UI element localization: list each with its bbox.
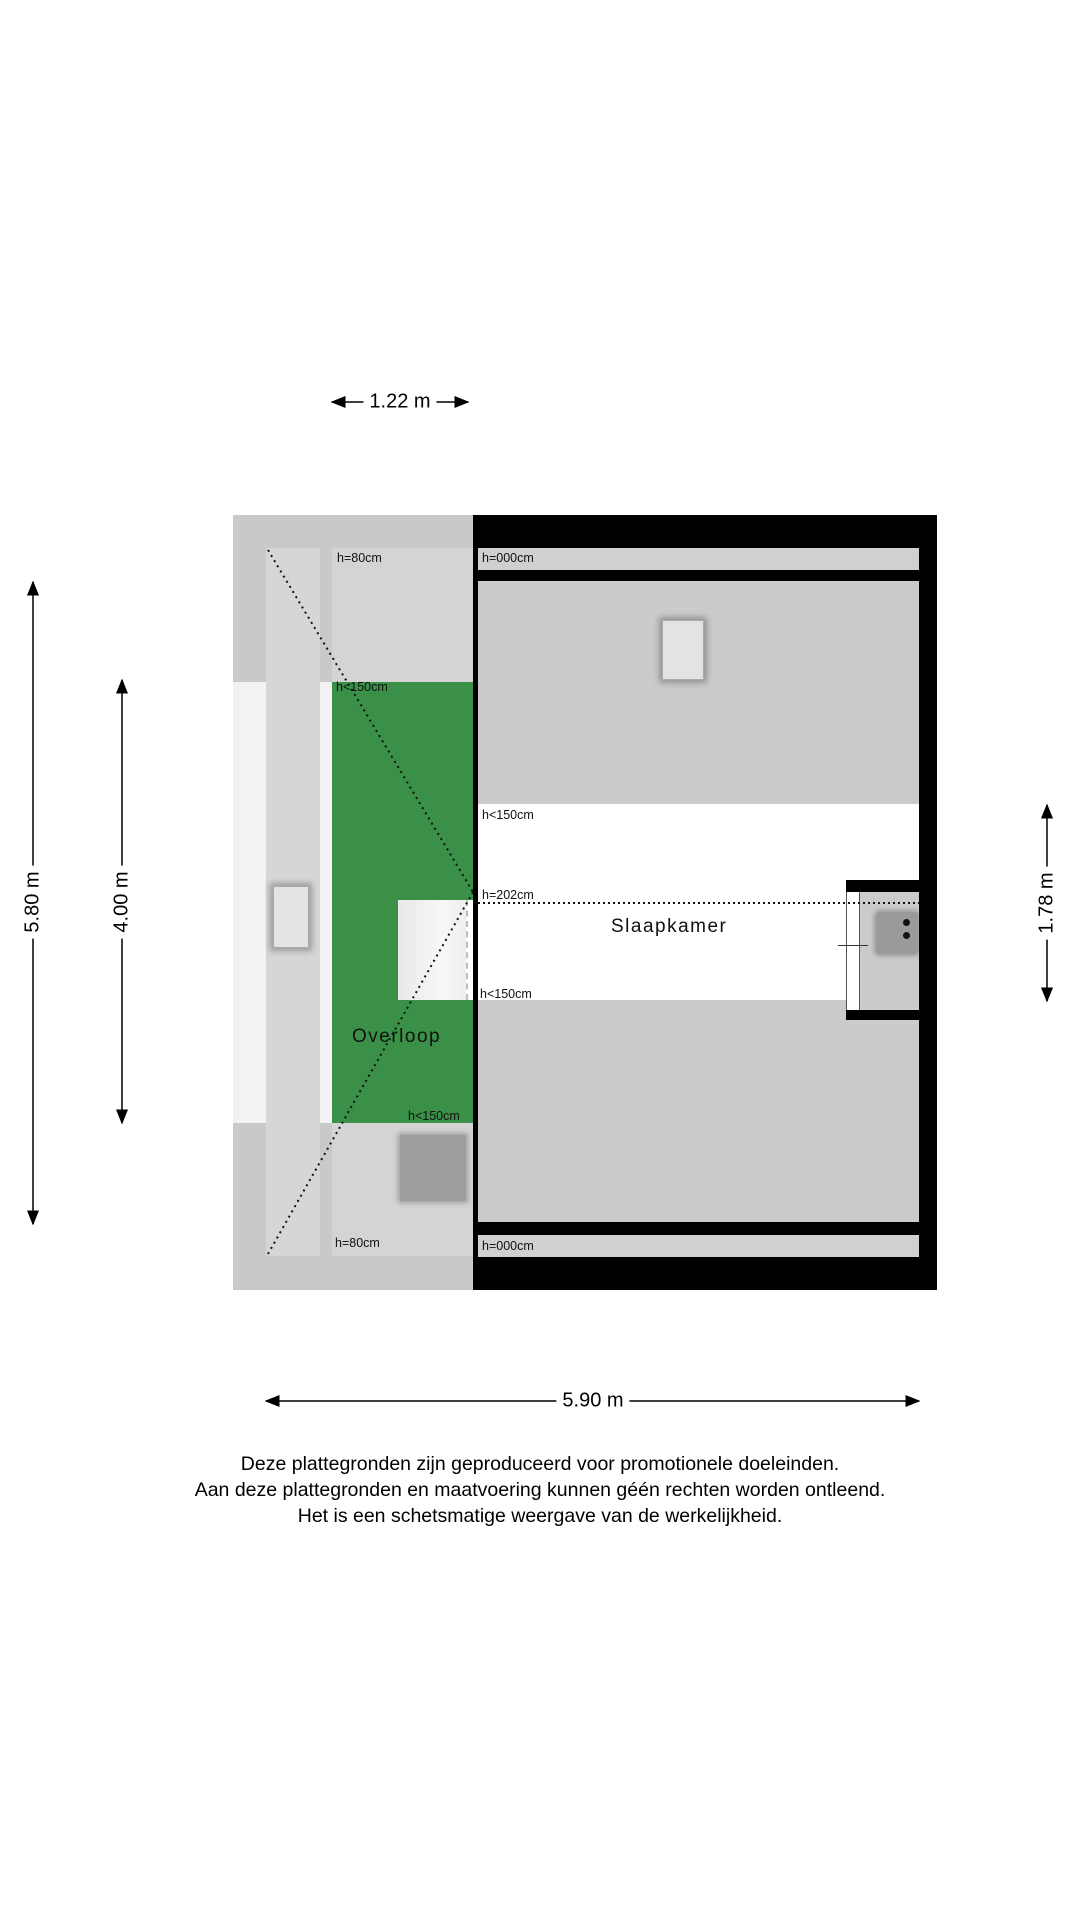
height-note-bedroom-center: h=202cm	[482, 888, 534, 902]
height-note-bottom-right: h=000cm	[482, 1239, 534, 1253]
dim-right-height-label: 1.78 m	[1036, 866, 1059, 939]
height-note-top-left: h=80cm	[337, 551, 382, 565]
room-name-overloop: Overloop	[352, 1026, 442, 1047]
disclaimer-line-3: Het is een schetsmatige weergave van de werkelijkheid.	[297, 1505, 783, 1527]
disclaimer	[0, 1451, 1080, 1529]
height-note-overloop-top: h<150cm	[336, 680, 388, 694]
height-note-top-right: h=000cm	[482, 551, 534, 565]
dim-inner-height-label: 4.00 m	[111, 865, 134, 938]
dim-total-width-label: 5.90 m	[556, 1390, 629, 1413]
height-note-overloop-bottom: h<150cm	[408, 1109, 460, 1123]
disclaimer-line-2: Aan deze plattegronden en maatvoering kunnen géén rechten worden ontleend.	[194, 1479, 886, 1501]
dim-top-width-label: 1.22 m	[363, 391, 436, 414]
height-note-bedroom-upper: h<150cm	[482, 808, 534, 822]
height-note-bottom-left: h=80cm	[335, 1236, 380, 1250]
dim-total-height-label: 5.80 m	[22, 865, 45, 938]
disclaimer-line-1: Deze plattegronden zijn geproduceerd voor promotionele doeleinden.	[240, 1453, 840, 1475]
room-name-slaapkamer: Slaapkamer	[611, 916, 728, 937]
height-note-bedroom-lower: h<150cm	[480, 987, 532, 1001]
